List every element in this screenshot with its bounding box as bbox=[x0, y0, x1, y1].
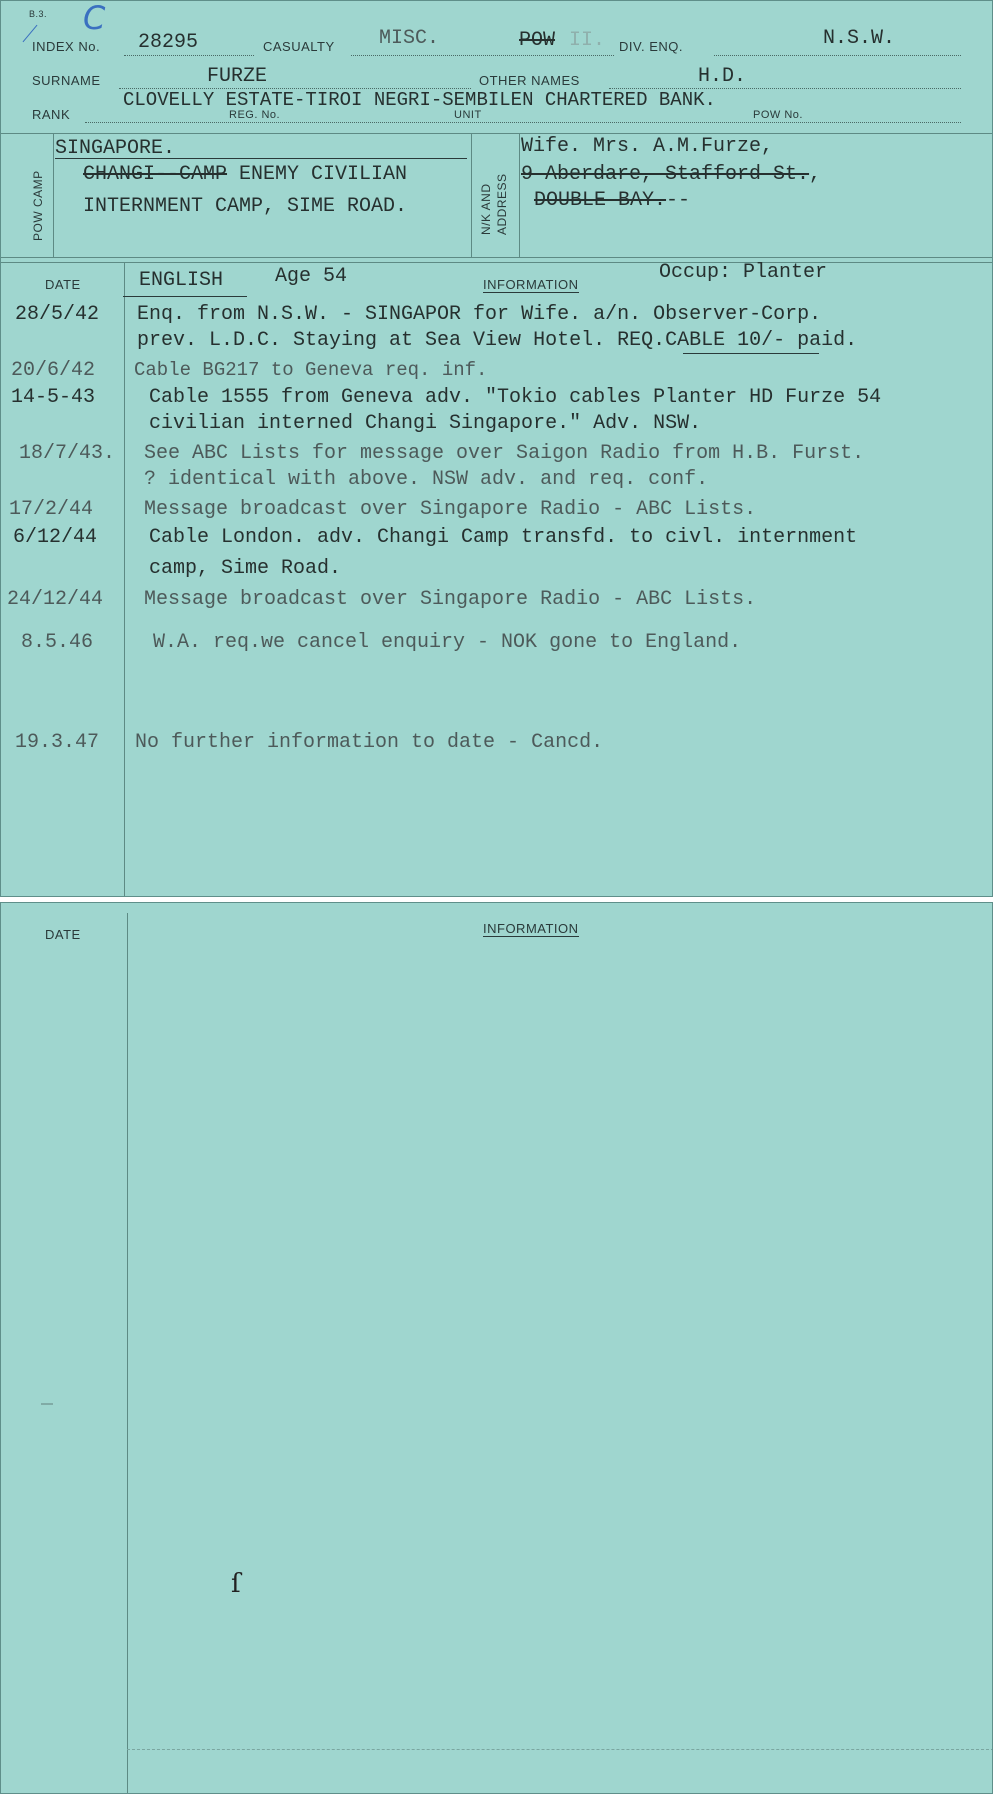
entry-line: Message broadcast over Singapore Radio - ABC Lists. bbox=[144, 498, 757, 521]
entry-line: See ABC Lists for message over Saigon Radio from H.B. Furst. bbox=[144, 442, 865, 465]
nk-address-label-1: N/K AND bbox=[479, 183, 493, 235]
entry-line: No further information to date - Cancd. bbox=[135, 731, 604, 754]
record-card-front bbox=[0, 0, 993, 897]
entry-date: 24/12/44 bbox=[7, 588, 104, 611]
entry-line: camp, Sime Road. bbox=[149, 557, 342, 580]
casualty-label: CASUALTY bbox=[263, 39, 335, 54]
back-date-column-header: DATE bbox=[45, 927, 81, 942]
pow-camp-line1: SINGAPORE. bbox=[55, 137, 176, 160]
rank-label: RANK bbox=[32, 107, 71, 122]
casualty-pow-suffix: II. bbox=[569, 29, 606, 52]
back-information-column-header: INFORMATION bbox=[483, 921, 579, 936]
entry-date: 18/7/43. bbox=[19, 442, 116, 465]
pow-camp-label: POW CAMP bbox=[31, 170, 45, 241]
pow-camp-line3: INTERNMENT CAMP, SIME ROAD. bbox=[83, 195, 408, 218]
nk-address-label-2: ADDRESS bbox=[495, 173, 509, 235]
entry-line: Cable BG217 to Geneva req. inf. bbox=[134, 359, 488, 381]
pow-camp-line2: CHANGI--CAMP ENEMY CIVILIAN bbox=[83, 163, 408, 186]
nationality-value: ENGLISH bbox=[139, 269, 224, 292]
class-letter: C bbox=[83, 0, 106, 37]
card-blemish bbox=[41, 1403, 53, 1405]
date-column-header: DATE bbox=[45, 277, 81, 292]
other-names-label: OTHER NAMES bbox=[479, 73, 580, 88]
unit-label: UNIT bbox=[454, 109, 482, 121]
index-no-value: 28295 bbox=[138, 31, 199, 54]
pow-no-label: POW No. bbox=[753, 109, 803, 121]
entry-date: 19.3.47 bbox=[15, 731, 100, 754]
entry-line: ? identical with above. NSW adv. and req. conf. bbox=[144, 468, 709, 491]
entry-line: W.A. req.we cancel enquiry - NOK gone to England. bbox=[153, 631, 742, 654]
ink-mark: ſ bbox=[231, 1569, 241, 1599]
entry-line: Cable 1555 from Geneva adv. "Tokio cables Planter HD Furze 54 bbox=[149, 386, 882, 409]
information-column-header: INFORMATION bbox=[483, 277, 579, 292]
reg-no-label: REG. No. bbox=[229, 109, 281, 121]
div-enq-label: DIV. ENQ. bbox=[619, 39, 683, 54]
entry-date: 17/2/44 bbox=[9, 498, 94, 521]
casualty-misc: MISC. bbox=[379, 27, 440, 50]
entry-date: 14-5-43 bbox=[11, 386, 96, 409]
record-card-back bbox=[0, 902, 993, 1794]
entry-line: civilian interned Changi Singapore." Adv. NSW. bbox=[149, 412, 702, 435]
corner-code: B.3. bbox=[29, 9, 48, 19]
rank-unit-value: CLOVELLY ESTATE-TIROI NEGRI-SEMBILEN CHARTERED BANK. bbox=[123, 89, 716, 111]
entry-date: 20/6/42 bbox=[11, 359, 96, 382]
nk-line1: Wife. Mrs. A.M.Furze, bbox=[521, 135, 774, 158]
entry-line: Message broadcast over Singapore Radio - ABC Lists. bbox=[144, 588, 757, 611]
index-no-label: INDEX No. bbox=[32, 39, 101, 54]
entry-date: 8.5.46 bbox=[21, 631, 94, 654]
surname-label: SURNAME bbox=[32, 73, 101, 88]
age-value: Age 54 bbox=[275, 265, 348, 288]
nk-line3: DOUBLE BAY.-- bbox=[534, 189, 691, 212]
occupation-value: Occup: Planter bbox=[659, 261, 828, 284]
entry-line: Cable London. adv. Changi Camp transfd. to civl. internment bbox=[149, 526, 858, 549]
entry-line: Enq. from N.S.W. - SINGAPOR for Wife. a/n. Observer-Corp. bbox=[137, 303, 822, 326]
entry-date: 6/12/44 bbox=[13, 526, 98, 549]
entry-line: prev. L.D.C. Staying at Sea View Hotel. REQ.CABLE 10/- paid. bbox=[137, 329, 858, 352]
nk-line2: 9 Aberdare, Stafford St., bbox=[521, 163, 822, 186]
div-enq-value: N.S.W. bbox=[823, 27, 896, 50]
surname-value: FURZE bbox=[207, 65, 268, 88]
other-names-value: H.D. bbox=[698, 65, 747, 88]
casualty-pow: POW bbox=[519, 29, 556, 52]
entry-date: 28/5/42 bbox=[15, 303, 100, 326]
